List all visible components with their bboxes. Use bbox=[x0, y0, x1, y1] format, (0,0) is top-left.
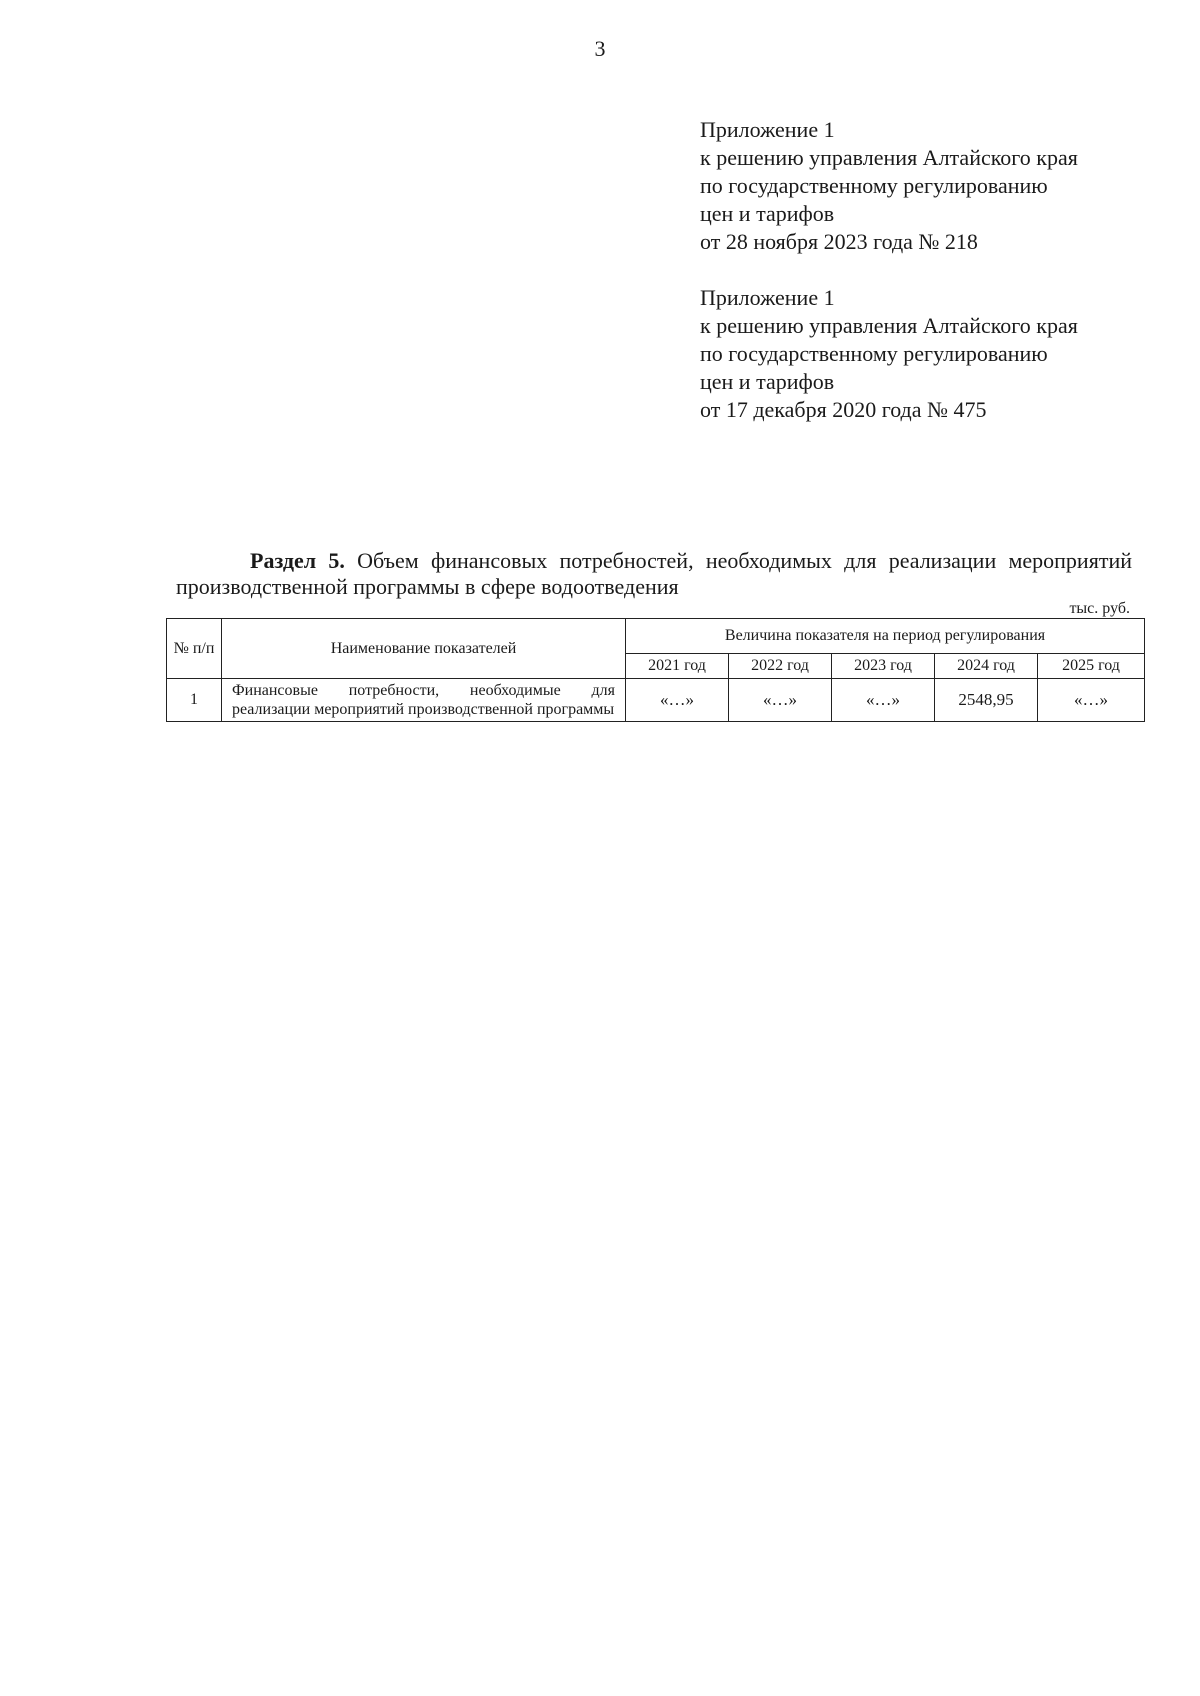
section-heading bbox=[176, 548, 1132, 600]
row-value: «…» bbox=[626, 679, 729, 722]
appendix-line: к решению управления Алтайского края bbox=[700, 313, 1078, 338]
appendix-line: от 28 ноября 2023 года № 218 bbox=[700, 229, 978, 254]
row-value: 2548,95 bbox=[935, 679, 1038, 722]
column-header-year: 2025 год bbox=[1038, 654, 1145, 679]
appendix-current-header bbox=[700, 116, 1078, 256]
row-value: «…» bbox=[729, 679, 832, 722]
appendix-line: по государственному регулированию bbox=[700, 173, 1048, 198]
appendix-line: Приложение 1 bbox=[700, 117, 835, 142]
appendix-original-header bbox=[700, 284, 1078, 424]
row-value: «…» bbox=[832, 679, 935, 722]
appendix-line: по государственному регулированию bbox=[700, 341, 1048, 366]
column-header-period: Величина показателя на период регулирования bbox=[626, 619, 1145, 654]
section-number: Раздел 5. bbox=[250, 548, 345, 573]
row-value: «…» bbox=[1038, 679, 1145, 722]
column-header-year: 2022 год bbox=[729, 654, 832, 679]
column-header-year: 2023 год bbox=[832, 654, 935, 679]
row-indicator-name: Финансовые потребности, необходимые для реализации мероприятий производственной программы bbox=[222, 679, 626, 722]
column-header-year: 2024 год bbox=[935, 654, 1038, 679]
appendix-line: от 17 декабря 2020 года № 475 bbox=[700, 397, 987, 422]
column-header-number: № п/п bbox=[167, 619, 222, 679]
units-label: тыс. руб. bbox=[1069, 600, 1130, 617]
section-title: Объем финансовых потребностей, необходимых для реализации мероприятий производственной программы в сфере водоотведения bbox=[176, 548, 1132, 599]
page-number: 3 bbox=[594, 36, 606, 61]
row-number: 1 bbox=[167, 679, 222, 722]
column-header-name: Наименование показателей bbox=[222, 619, 626, 679]
appendix-line: Приложение 1 bbox=[700, 285, 835, 310]
appendix-line: к решению управления Алтайского края bbox=[700, 145, 1078, 170]
appendix-line: цен и тарифов bbox=[700, 201, 835, 226]
table-row bbox=[167, 679, 1145, 722]
financial-needs-table bbox=[166, 618, 1145, 722]
column-header-year: 2021 год bbox=[626, 654, 729, 679]
appendix-line: цен и тарифов bbox=[700, 369, 835, 394]
